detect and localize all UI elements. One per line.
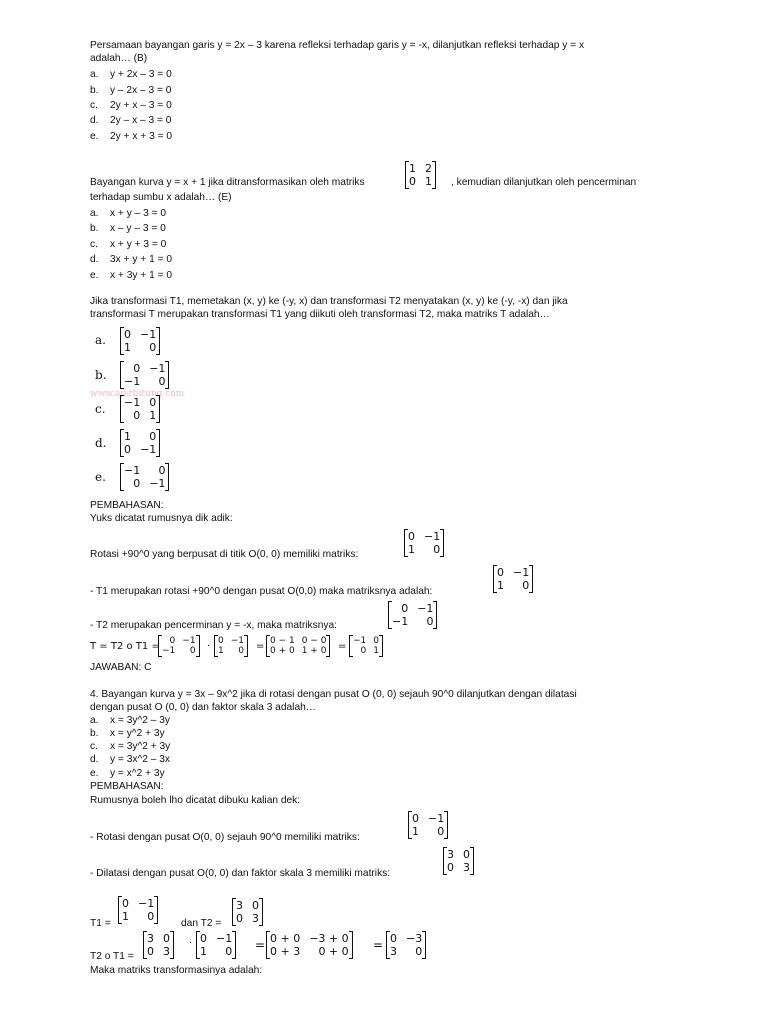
q3-calc-dot: · bbox=[207, 641, 211, 652]
q4-question-line2: dengan pusat O (0, 0) dan faktor skala 3 adalah… bbox=[90, 702, 316, 713]
q4-calc-dot: · bbox=[189, 938, 193, 949]
q4-calc-eq2: = bbox=[373, 938, 384, 952]
q1-option-d: d. 2y – x – 3 = 0 bbox=[90, 115, 172, 126]
q3-t1-text: - T1 merupakan rotasi +90^0 dengan pusat O(0,0) maka matriksnya adalah: bbox=[90, 586, 433, 597]
q3-option-b-matrix: 0 −1 −1 0 bbox=[120, 362, 169, 388]
q4-t1-matrix: 0 −1 1 0 bbox=[118, 897, 158, 923]
q4-rumus-text: Rumusnya boleh lho dicatat dibuku kalian dek: bbox=[90, 795, 301, 806]
q3-calc-matrix-4: −1 0 0 1 bbox=[349, 636, 383, 656]
q4-option-e: e. y = x^2 + 3y bbox=[90, 768, 165, 779]
q4-rotasi-matrix: 0 −1 1 0 bbox=[408, 812, 448, 838]
q3-calc-eq2: = bbox=[338, 641, 347, 652]
q3-t2-text: - T2 merupakan pencerminan y = -x, maka matriksnya: bbox=[90, 620, 337, 631]
q2-option-c: c. x + y + 3 = 0 bbox=[90, 239, 167, 250]
q2-option-e: e. x + 3y + 1 = 0 bbox=[90, 270, 173, 281]
q4-pembahasan-heading: PEMBAHASAN: bbox=[90, 781, 164, 792]
q1-option-c: c. 2y + x – 3 = 0 bbox=[90, 100, 172, 111]
q3-option-d-label: d. bbox=[95, 436, 107, 450]
q4-calc-eq1: = bbox=[255, 938, 266, 952]
q4-dilatasi-matrix: 3 0 0 3 bbox=[443, 848, 474, 874]
q3-option-b-label: b. bbox=[95, 368, 107, 382]
q3-option-c-matrix: −1 0 0 1 bbox=[120, 396, 160, 422]
q3-jawaban: JAWABAN: C bbox=[90, 662, 152, 673]
q4-calc-matrix-1: 3 0 0 3 bbox=[143, 932, 174, 958]
q4-t2ot1-label: T2 o T1 = bbox=[90, 951, 134, 962]
q3-calc-eq1: = bbox=[256, 641, 265, 652]
q4-option-d: d. y = 3x^2 – 3x bbox=[90, 754, 170, 765]
q3-option-e-matrix: −1 0 0 −1 bbox=[120, 464, 169, 490]
watermark: www.ajarhitung.com bbox=[90, 389, 185, 399]
q3-rotasi-matrix: 0 −1 1 0 bbox=[404, 530, 444, 556]
q4-t1-label: T1 = bbox=[90, 918, 111, 929]
q4-question-line1: 4. Bayangan kurva y = 3x – 9x^2 jika di rotasi dengan pusat O (0, 0) sejauh 90^0 dilanjutkan dengan dilatasi bbox=[90, 689, 577, 700]
q3-question-line1: Jika transformasi T1, memetakan (x, y) ke (-y, x) dan transformasi T2 menyatakan (x, y) ke (-y, -x) dan jika bbox=[90, 296, 568, 307]
q3-calc-matrix-2: 0 −1 1 0 bbox=[214, 636, 248, 656]
q4-option-c: c. x = 3y^2 + 3y bbox=[90, 741, 171, 752]
q2-matrix: 1 2 0 1 bbox=[405, 162, 436, 188]
q3-pembahasan-heading: PEMBAHASAN: bbox=[90, 500, 164, 511]
q4-maka-text: Maka matriks transformasinya adalah: bbox=[90, 965, 263, 976]
q4-calc-matrix-3: 0 + 0 −3 + 0 0 + 3 0 + 0 bbox=[266, 932, 353, 958]
q3-calc-matrix-1: 0 −1 −1 0 bbox=[158, 636, 200, 656]
q4-t2-matrix: 3 0 0 3 bbox=[232, 899, 263, 925]
q3-option-c-label: c. bbox=[95, 402, 106, 416]
q3-t2-matrix: 0 −1 −1 0 bbox=[388, 602, 437, 628]
q3-option-a-label: a. bbox=[95, 333, 106, 347]
q4-option-b: b. x = y^2 + 3y bbox=[90, 728, 165, 739]
q3-question-line2: transformasi T merupakan transformasi T1 yang diikuti oleh transformasi T2, maka matriks T adalah… bbox=[90, 309, 550, 320]
q1-question-line2: adalah… (B) bbox=[90, 53, 148, 64]
q3-option-e-label: e. bbox=[95, 470, 106, 484]
q2-question-line1b: , kemudian dilanjutkan oleh pencerminan bbox=[451, 177, 637, 188]
q2-question-line2: terhadap sumbu x adalah… (E) bbox=[90, 192, 232, 203]
q3-yuks-text: Yuks dicatat rumusnya dik adik: bbox=[90, 513, 233, 524]
q3-t1-matrix: 0 −1 1 0 bbox=[493, 566, 533, 592]
q3-option-a-matrix: 0 −1 1 0 bbox=[120, 328, 160, 354]
q4-dan-t2-label: dan T2 = bbox=[181, 918, 222, 929]
q3-rotasi-text: Rotasi +90^0 yang berpusat di titik O(0, 0) memiliki matriks: bbox=[90, 549, 359, 560]
q4-rotasi-text: - Rotasi dengan pusat O(0, 0) sejauh 90^0 memiliki matriks: bbox=[90, 832, 360, 843]
q4-calc-matrix-2: 0 −1 1 0 bbox=[196, 932, 236, 958]
q1-option-b: b. y – 2x – 3 = 0 bbox=[90, 85, 172, 96]
q1-question-line1: Persamaan bayangan garis y = 2x – 3 karena refleksi terhadap garis y = -x, dilanjutkan refleksi terhadap y = x bbox=[90, 40, 585, 51]
q4-calc-matrix-4: 0 −3 3 0 bbox=[386, 932, 426, 958]
q2-option-d: d. 3x + y + 1 = 0 bbox=[90, 254, 173, 265]
q1-option-e: e. 2y + x + 3 = 0 bbox=[90, 131, 173, 142]
q2-question-line1a: Bayangan kurva y = x + 1 jika ditransformasikan oleh matriks bbox=[90, 177, 365, 188]
q2-option-b: b. x – y – 3 = 0 bbox=[90, 223, 166, 234]
q4-option-a: a. x = 3y^2 – 3y bbox=[90, 715, 170, 726]
q2-option-a: a. x + y – 3 = 0 bbox=[90, 208, 167, 219]
q1-option-a: a. y + 2x – 3 = 0 bbox=[90, 69, 172, 80]
q3-calc-prefix: T = T2 o T1 = bbox=[90, 641, 160, 652]
q3-option-d-matrix: 1 0 0 −1 bbox=[120, 430, 160, 456]
q3-calc-matrix-3: 0 − 1 0 − 0 0 + 0 1 + 0 bbox=[266, 636, 330, 656]
q4-dilatasi-text: - Dilatasi dengan pusat O(0, 0) dan faktor skala 3 memiliki matriks: bbox=[90, 868, 391, 879]
